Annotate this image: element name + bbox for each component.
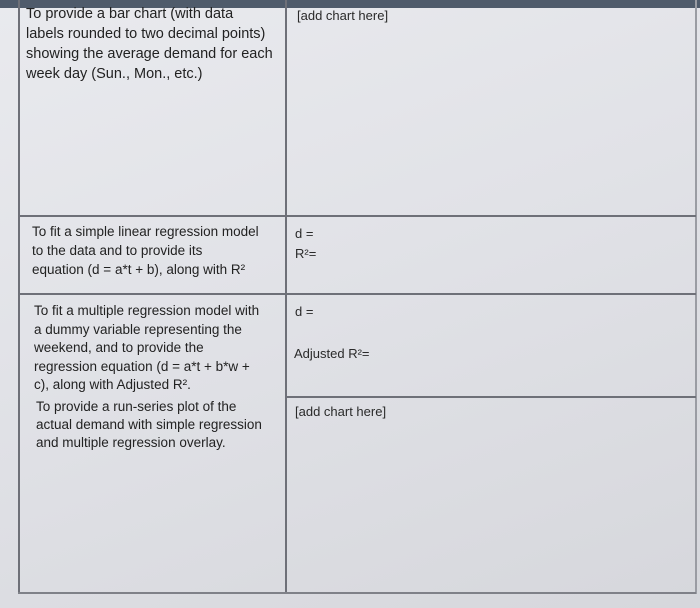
table-column-divider (285, 0, 287, 594)
task-multiple-regression: To fit a multiple regression model with a dummy variable representing the weekend, and to provide the regression equation (d = a*t + b*w + c), along with Adjusted R². (34, 303, 260, 392)
task-bar-chart: To provide a bar chart (with data labels rounded to two decimal points) showing the average demand for each week day (Sun., Mon., etc.) (26, 6, 273, 82)
task-run-series-plot: To provide a run-series plot of the actual demand with simple regression and multiple regression overlay. (36, 399, 262, 450)
row-divider-2 (18, 293, 696, 295)
answer-multiple-regression-equation[interactable]: d = (295, 304, 314, 319)
answer-simple-regression-r2[interactable]: R²= (295, 246, 317, 261)
row-divider-1 (18, 215, 696, 217)
table-border-bottom (18, 592, 696, 594)
answer-bar-chart-placeholder[interactable]: [add chart here] (297, 8, 389, 23)
answer-run-series-chart-placeholder[interactable]: [add chart here] (295, 404, 387, 419)
answer-adjusted-r2[interactable]: Adjusted R²= (294, 346, 370, 361)
table-border-right (695, 0, 697, 594)
row-divider-3-right (286, 396, 696, 398)
task-simple-regression: To fit a simple linear regression model to the data and to provide its equation (d = a*t + b), along with R² (32, 224, 259, 277)
table-border-left (18, 0, 20, 594)
answer-simple-regression-equation[interactable]: d = (295, 226, 314, 241)
